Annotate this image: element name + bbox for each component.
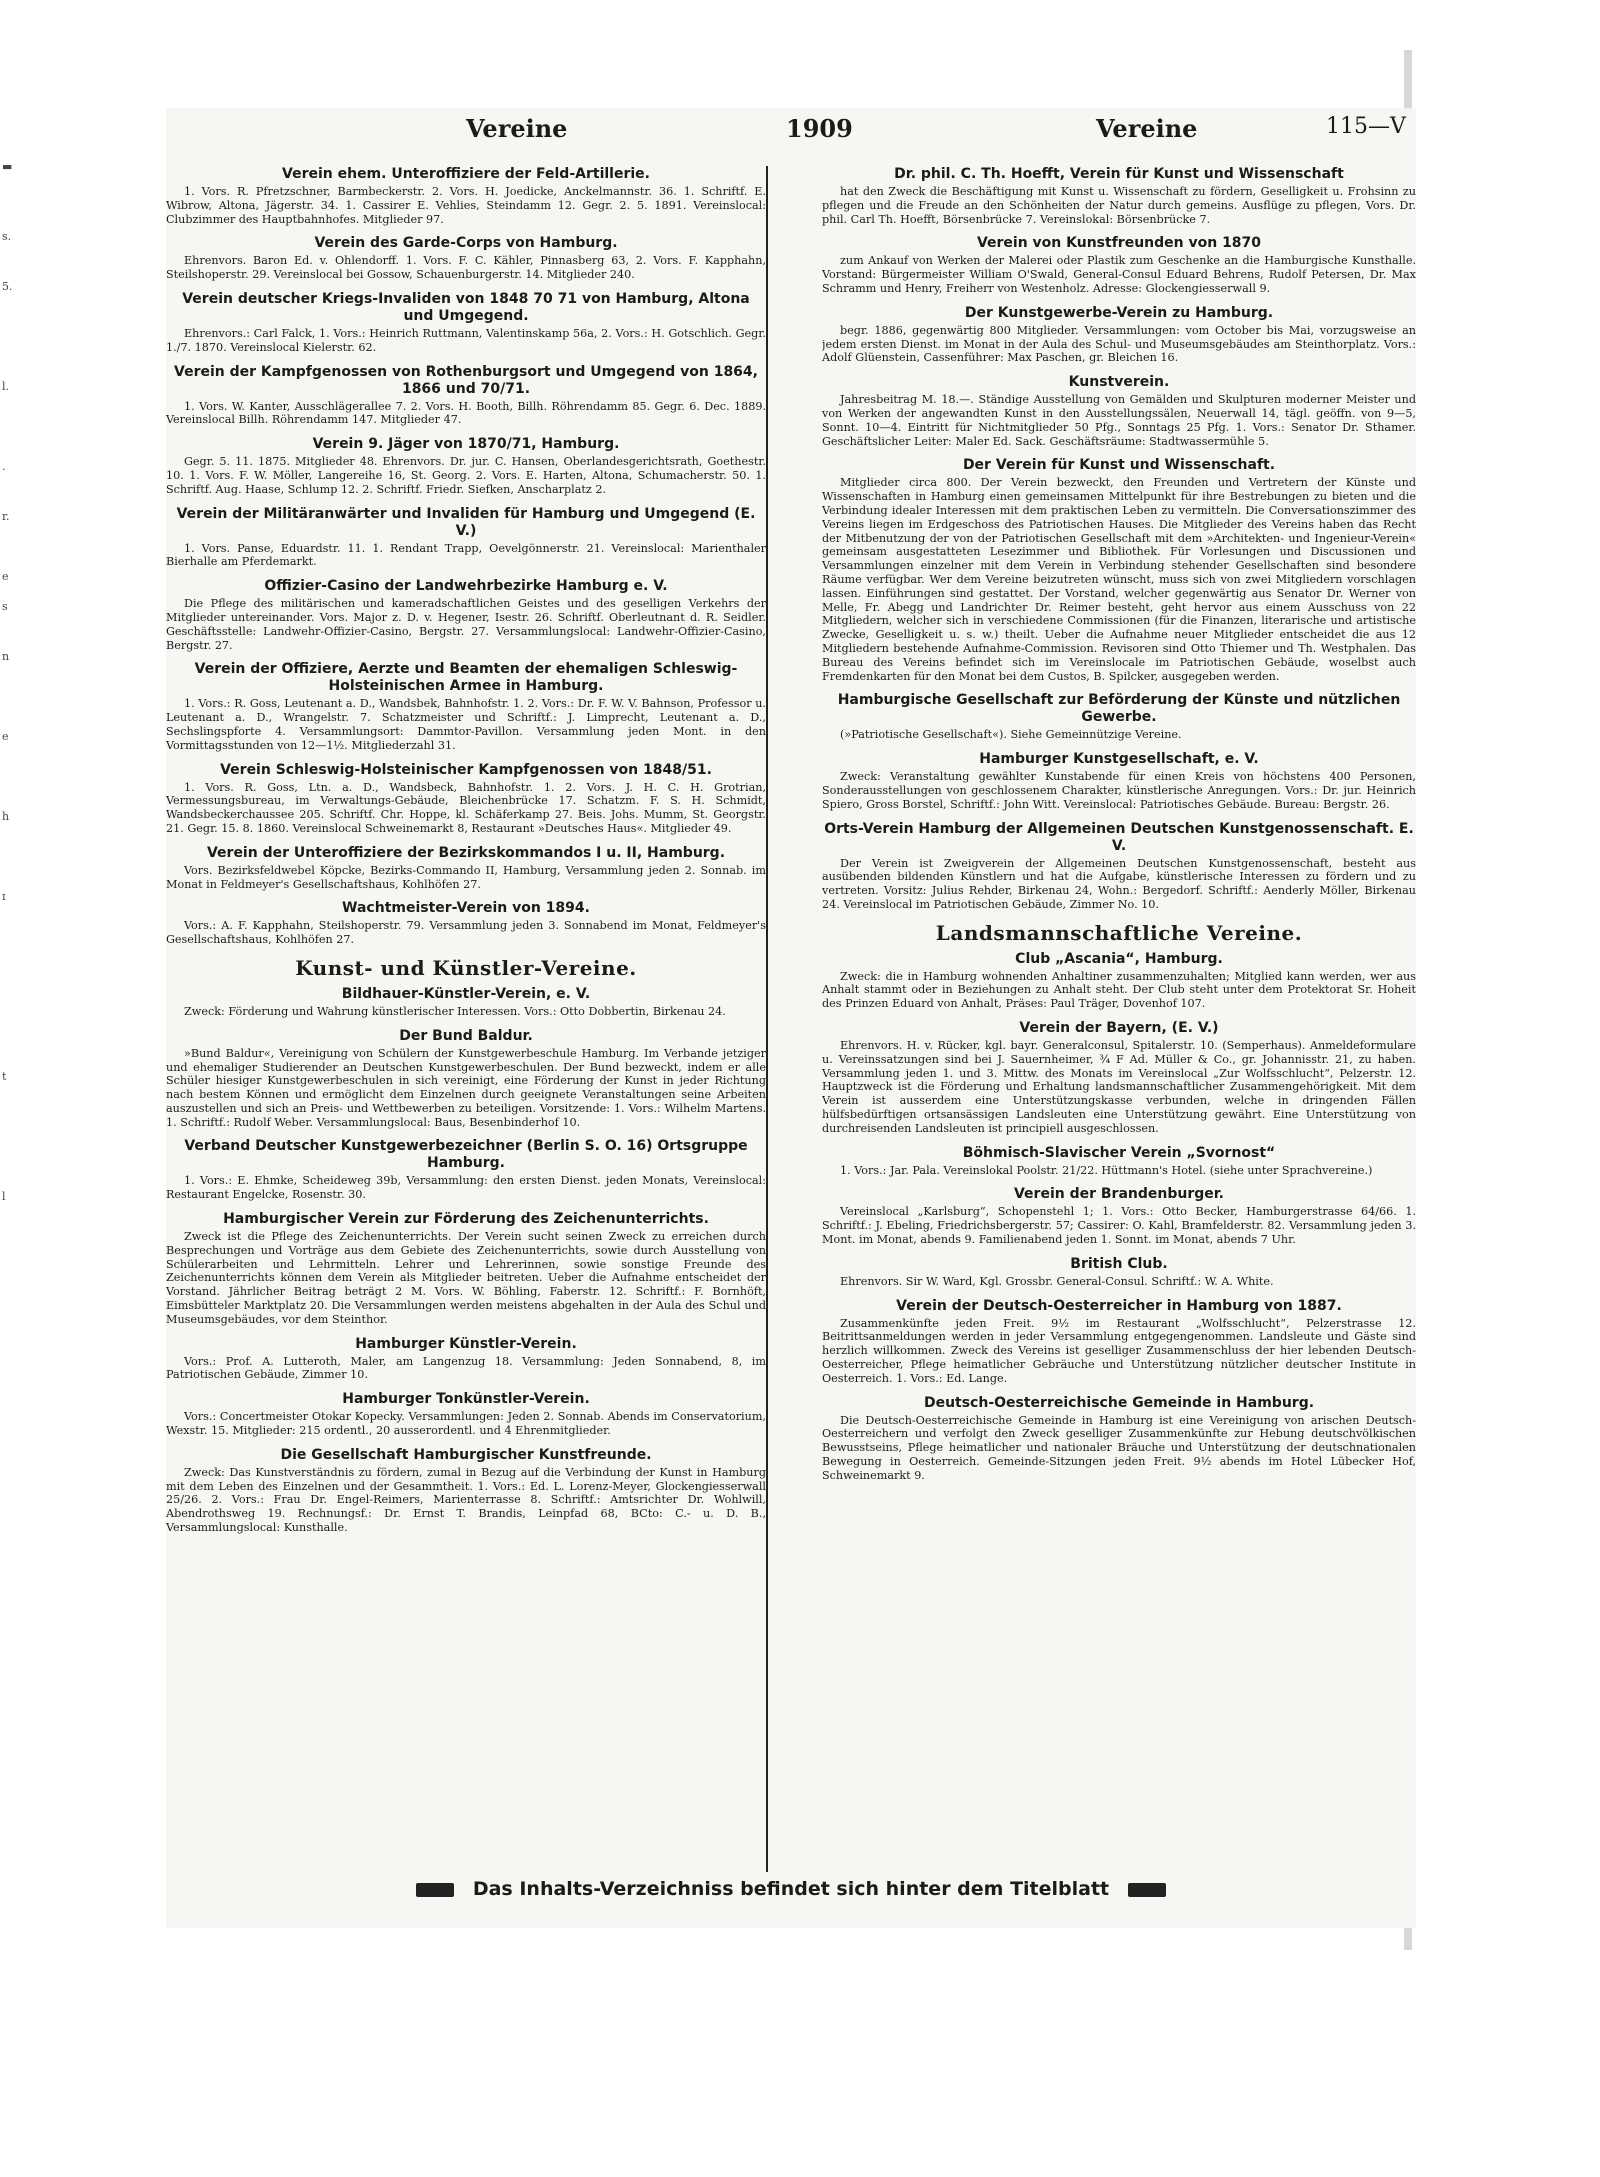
entry-title: Verband Deutscher Kunstgewerbezeichner (Berlin S. O. 16) Ortsgruppe Hamburg.: [184, 1138, 748, 1172]
entry-title: Dr. phil. C. Th. Hoefft, Verein für Kunst und Wissenschaft: [894, 166, 1344, 182]
entry-body: Vereinslocal „Karlsburg“, Schopenstehl 1; 1. Vors.: Otto Becker, Hamburgerstrasse 64/66. 1. Schriftf.: J. Ebeling, Friedrichsbergerstr. 57; Cassirer: O. Kahl, Bramfelderstr. 82. Versammlung jeden 3. Mont. im Monat, abends 9. Familienabend jeden 1. Sonnt. im Monat, abends 7 Uhr.: [822, 1205, 1416, 1247]
entry-title: Der Verein für Kunst und Wissenschaft.: [962, 457, 1276, 474]
entry: [166, 1138, 766, 1202]
entry: [822, 1020, 1416, 1136]
entry-body: Zweck: Veranstaltung gewählter Kunstabende für einen Kreis von höchstens 400 Personen, Sonderausstellungen von geschlossenem Charakter, künstlerische Anregungen. Vors.: Dr. jur. Heinrich Spiero, Gross Borstel, Schriftf.: John Witt. Vereinslocal: Patriotisches Gebäude. Bureau: Bergstr. 26.: [822, 770, 1416, 811]
entry-title: Verein der Bayern, (E. V.): [1019, 1020, 1219, 1037]
entry: [822, 1145, 1416, 1178]
entry-title: Verein der Militäranwärter und Invaliden für Hamburg und Umgegend (E. V.): [176, 505, 756, 539]
footer-notice: [166, 1878, 1416, 1900]
entry-title: Hamburgische Gesellschaft zur Beförderung der Künste und nützlichen Gewerbe.: [837, 692, 1401, 726]
entry-title: Verein der Offiziere, Aerzte und Beamten der ehemaligen Schleswig-Holsteinischen Armee in Hamburg.: [194, 661, 738, 695]
entry-body: 1. Vors. R. Goss, Ltn. a. D., Wandsbeck, Bahnhofstr. 1. 2. Vors. J. H. C. H. Grotrian, Vermessungsbureau, im Verwaltungs-Gebäude, Bleichenbrücke 17. Schatzm. F. S. H. Schmidt, Wandsbeckerchaussee 205. Schriftf. Chr. Hoppe, kl. Schäferkamp 27. Beis. Johs. Mumm, St. Georgstr. 21. Gegr. 15. 8. 1860. Vereinslocal Schweinemarkt 8, Restaurant »Deutsches Haus«. Mitglieder 49.: [166, 780, 766, 835]
entry-body: Gegr. 5. 11. 1875. Mitglieder 48. Ehrenvors. Dr. jur. C. Hansen, Oberlandesgerichtsrath, Goethestr. 10. 1. Vors. F. W. Möller, Langereihe 16, St. Georg. 2. Vors. E. Harten, Altona, Schumacherstr. 50. 1. Schriftf. Aug. Haase, Schlump 12. 2. Schriftf. Friedr. Siefken, Anscharplatz 2.: [166, 455, 766, 496]
entry-body: hat den Zweck die Beschäftigung mit Kunst u. Wissenschaft zu fördern, Geselligkeit u. Frohsinn zu pflegen und die Freude an den Schönheiten der Natur durch gemeins. Ausflüge zu pflegen, Vors. Dr. phil. Carl Th. Hoefft, Börsenbrücke 7. Vereinslokal: Börsenbrücke 7.: [822, 185, 1416, 226]
entry-body: Zweck: Das Kunstverständnis zu fördern, zumal in Bezug auf die Verbindung der Kunst in Hamburg mit dem Leben des Einzelnen und der Gesammtheit. 1. Vors.: Ed. L. Lorenz-Meyer, Glockengiesserwall 25/26. 2. Vors.: Frau Dr. Engel-Reimers, Marienterrasse 8. Schriftf.: Amtsrichter Dr. Wohlwill, Abendrothsweg 19. Rechnungsf.: Dr. Ernst T. Brandis, Leinpfad 68, BCto: C.- u. D. B., Versammlungslocal: Kunsthalle.: [166, 1465, 766, 1535]
entry-body: zum Ankauf von Werken der Malerei oder Plastik zum Geschenke an die Hamburgische Kunsthalle. Vorstand: Bürgermeister William O'Swald, General-Consul Eduard Behrens, Rudolf Petersen, Dr. Max Schramm und Henry, Freiherr von Westenholz. Adresse: Glockengiesserwall 9.: [822, 254, 1416, 295]
entry: [166, 578, 766, 652]
entry-body: Die Pflege des militärischen und kameradschaftlichen Geistes und des geselligen Verkehrs der Mitglieder untereinander. Vors. Major z. D. v. Hegener, Isestr. 26. Schriftf. Oberleutnant d. R. Seidler. Geschäftsstelle: Landwehr-Offizier-Casino, Bergstr. 27. Versammlungslocal: Landwehr-Offizier-Casino, Bergstr. 27.: [166, 597, 766, 652]
entry: [822, 1395, 1416, 1483]
entry: [822, 751, 1416, 811]
entry: [822, 235, 1416, 295]
section-heading: Kunst- und Künstler-Vereine.: [295, 955, 637, 980]
entry-title: Orts-Verein Hamburg der Allgemeinen Deutschen Kunstgenossenschaft. E. V.: [824, 820, 1414, 854]
entry-title: Hamburger Tonkünstler-Verein.: [342, 1391, 590, 1408]
entry-title: Verein Schleswig-Holsteinischer Kampfgenossen von 1848/51.: [220, 761, 712, 778]
entry: [166, 1336, 766, 1383]
entry: [822, 692, 1416, 742]
entry-title: Der Bund Baldur.: [399, 1027, 533, 1044]
entry-body: 1. Vors. Panse, Eduardstr. 11. 1. Rendant Trapp, Oevelgönnerstr. 21. Vereinslocal: Marienthaler Bierhalle am Pferdemarkt.: [166, 541, 766, 569]
entry-title: Hamburger Kunstgesellschaft, e. V.: [979, 751, 1259, 768]
entry-body: Vors.: Concertmeister Otokar Kopecky. Versammlungen: Jeden 2. Sonnab. Abends im Conservatorium, Wexstr. 15. Mitglieder: 215 ordentl., 20 ausserordentl. und 4 Ehrenmitglieder.: [166, 1410, 766, 1438]
entry-body: 1. Vors.: Jar. Pala. Vereinslokal Poolstr. 21/22. Hüttmann's Hotel. (siehe unter Sprachvereine.): [840, 1163, 1373, 1177]
header-left-title: Vereine: [466, 114, 568, 143]
entry: [822, 951, 1416, 1011]
right-column: [822, 166, 1416, 1872]
header-year: 1909: [786, 114, 853, 143]
footer-text: Das Inhalts-Verzeichniss befindet sich hinter dem Titelblatt: [472, 1878, 1110, 1900]
entry: [166, 1391, 766, 1438]
entry: [822, 305, 1416, 365]
entry: [166, 291, 766, 355]
entry: [166, 436, 766, 496]
section-heading: Landsmannschaftliche Vereine.: [935, 920, 1303, 945]
entry-body: Vors. Bezirksfeldwebel Köpcke, Bezirks-Commando II, Hamburg, Versammlung jeden 2. Sonnab. im Monat in Feldmeyer's Gesellschaftshaus, Kohlhöfen 27.: [166, 863, 766, 891]
entry-body: Vors.: Prof. A. Lutteroth, Maler, am Langenzug 18. Versammlung: Jeden Sonnabend, 8, im Patriotischen Gebäude, Zimmer 10.: [166, 1354, 766, 1382]
entry: [166, 1211, 766, 1327]
entry-title: Offizier-Casino der Landwehrbezirke Hamburg e. V.: [264, 578, 668, 595]
entry-title: Wachtmeister-Verein von 1894.: [342, 900, 590, 917]
entry-title: Verein der Unteroffiziere der Bezirkskommandos I u. II, Hamburg.: [206, 844, 726, 861]
entry-title: Verein 9. Jäger von 1870/71, Hamburg.: [312, 436, 620, 453]
page-header: [166, 108, 1416, 160]
entry: [166, 661, 766, 752]
entry: [166, 506, 766, 570]
entry-body: Die Deutsch-Oesterreichische Gemeinde in Hamburg ist eine Vereinigung von arischen Deutsch-Oesterreichern und verfolgt den Zweck geselliger Zusammenkünfte zur Hebung deutschvölkischen Bewusstseins, Pflege heimatlicher und nationaler Bräuche und Unterstützung der deutschnationalen Bewegung in Oesterreich. Gemeinde-Sitzungen jeden Freit. 9½ abends im Hotel Lübecker Hof, Schweinemarkt 9.: [822, 1413, 1416, 1482]
entry-body: »Bund Baldur«, Vereinigung von Schülern der Kunstgewerbeschule Hamburg. Im Verbande jetziger und ehemaliger Studierender an Deutschen Kunstgewerbeschulen. Der Bund bezweckt, indem er alle Schüler hiesiger Kunstgewerbeschulen in sich vereinigt, eine Förderung der Kunst in jeder Richtung nach bestem Können und ermöglicht dem Einzelnen durch geeignete Veranstaltungen seine Arbeiten auszustellen und sich an Preis- und Wettbewerben zu beteiligen. Vorsitzende: 1. Vors.: Wilhelm Martens. 1. Schriftf.: Rudolf Weber. Versammlungslocal: Baus, Besenbinderhof 10.: [166, 1046, 766, 1129]
entry-body: 1. Vors. R. Pfretzschner, Barmbeckerstr. 2. Vors. H. Joedicke, Anckelmannstr. 36. 1. Schriftf. E. Wibrow, Altona, Jägerstr. 34. 1. Cassirer E. Vehlies, Steindamm 12. Gegr. 2. 5. 1891. Vereinslocal: Clubzimmer des Hauptbahnhofes. Mitglieder 97.: [166, 185, 766, 226]
entry-body: Der Verein ist Zweigverein der Allgemeinen Deutschen Kunstgenossenschaft, besteht aus ausübenden bildenden Künstlern und hat die Aufgabe, künstlerische Interessen zu fördern und zu vertreten. Vorsitz: Julius Rehder, Birkenau 24, Wohn.: Bergedorf. Schriftf.: Aenderly Möller, Birkenau 24. Vereinslocal im Patriotischen Gebäude, Zimmer No. 10.: [822, 856, 1416, 911]
entry-title: Verein der Deutsch-Oesterreicher in Hamburg von 1887.: [896, 1297, 1342, 1314]
entry: [166, 762, 766, 836]
pointing-hand-icon: [416, 1883, 454, 1897]
entry-title: British Club.: [1070, 1255, 1168, 1272]
entry-title: Verein der Kampfgenossen von Rothenburgsort und Umgegend von 1864, 1866 und 70/71.: [174, 363, 758, 397]
left-column: [166, 166, 768, 1872]
entry-body: begr. 1886, gegenwärtig 800 Mitglieder. Versammlungen: vom October bis Mai, vorzugsweise an jedem ersten Dienst. im Monat in der Aula des Schul- und Museumsgebäudes am Steinthorplatz. Vors.: Adolf Glüenstein, Cassenführer: Max Paschen, gr. Bleichen 16.: [822, 323, 1416, 365]
entry: [166, 166, 766, 226]
scanned-page: [166, 108, 1416, 1928]
entry-body: Zweck: die in Hamburg wohnenden Anhaltiner zusammenzuhalten; Mitglied kann werden, wer aus Anhalt stammt oder in Beziehungen zu Anhalt steht. Der Club steht unter dem Protektorat Sr. Hoheit des Prinzen Eduard von Anhalt, Präses: Paul Träger, Dovenhof 107.: [822, 969, 1416, 1011]
entry: [822, 821, 1416, 912]
entry-title: Hamburgischer Verein zur Förderung des Zeichenunterrichts.: [223, 1211, 709, 1228]
entry: [822, 374, 1416, 448]
entry-title: Die Gesellschaft Hamburgischer Kunstfreunde.: [280, 1446, 652, 1463]
header-right-title: Vereine: [1096, 114, 1198, 143]
entry-title: Verein ehem. Unteroffiziere der Feld-Artillerie.: [282, 166, 650, 182]
entry-title: Deutsch-Oesterreichische Gemeinde in Hamburg.: [923, 1394, 1315, 1411]
entry-title: Verein deutscher Kriegs-Invaliden von 1848 70 71 von Hamburg, Altona und Umgegend.: [182, 290, 750, 324]
entry-body: Ehrenvors. H. v. Rücker, kgl. bayr. Generalconsul, Spitalerstr. 10. (Semperhaus). Anmeldeformulare u. Vereinssatzungen sind bei J. Sauernheimer, ¾ F Ad. Müller & Co., gr. Johannisstr. 21, zu haben. Versammlung jeden 1. und 3. Mittw. des Monats im Vereinslocal „Zur Wolfsschlucht“, Pelzerstr. 12. Hauptzweck ist die Förderung und Erhaltung landsmannschaftlicher Zusammengehörigkeit. Mit dem Verein ist ausserdem eine Unterstützungskasse verbunden, welche in dringenden Fällen hülfsbedürftigen ortsansässigen Landsleuten eine Unterstützung gewährt. Eine Unterstützung von durchreisenden Landsleuten ist principiell ausgeschlossen.: [822, 1039, 1416, 1135]
entry: [166, 235, 766, 282]
entry-title: Kunstverein.: [1068, 374, 1170, 391]
entry-title: Verein des Garde-Corps von Hamburg.: [314, 235, 618, 252]
entry-body: Ehrenvors. Sir W. Ward, Kgl. Grossbr. General-Consul. Schriftf.: W. A. White.: [840, 1274, 1274, 1288]
entry-title: Verein von Kunstfreunden von 1870: [976, 235, 1262, 252]
entry-title: Club „Ascania“, Hamburg.: [1015, 950, 1223, 967]
entry: [166, 845, 766, 892]
entry: [822, 1298, 1416, 1386]
entry-body: Zusammenkünfte jeden Freit. 9½ im Restaurant „Wolfsschlucht“, Pelzerstrasse 12. Beitrittsanmeldungen werden in jeder Versammlung entgegengenommen. Landsleute und Gäste sind herzlich willkommen. Zweck des Vereins ist geselliger Zusammenschluss der hier lebenden Deutsch-Oesterreicher, Pflege heimatlicher Gebräuche und Unterstützung nützlicher deutscher Institute in Oesterreich. 1. Vors.: Ed. Lange.: [822, 1316, 1416, 1385]
entry: [166, 986, 766, 1019]
entry-title: Bildhauer-Künstler-Verein, e. V.: [341, 985, 591, 1002]
entry-body: Ehrenvors. Baron Ed. v. Ohlendorff. 1. Vors. F. C. Kähler, Pinnasberg 63, 2. Vors. F. Kapphahn, Steilshoperstr. 29. Vereinslocal bei Gossow, Schauenburgerstr. 14. Mitglieder 240.: [166, 254, 766, 282]
entry-body: Mitglieder circa 800. Der Verein bezweckt, den Freunden und Vertretern der Künste und Wissenschaften in Hamburg einen gemeinsamen Mittelpunkt für ihre Bestrebungen zu bieten und die Verbindung idealer Interessen mit dem praktischen Leben zu vermitteln. Die Conversationszimmer des Vereins liegen im Erdgeschoss des Patriotischen Hauses. Die Mitglieder des Vereins haben das Recht der Mitbenutzung der von der Patriotischen Gesellschaft mit dem »Architekten- und Ingenieur-Verein« gemeinsam ausgestatteten Lesezimmer und Bibliothek. Für Vorlesungen und Discussionen und Versammlungen einzelner mit dem Verein in Verbindung stehender Gesellschaften sind besondere Räume verfügbar. Wer dem Vereine beizutreten wünscht, muss sich von zwei Mitgliedern vorschlagen lassen. Einführungen sind gestattet. Der Vorstand, welcher gegenwärtig aus Senator Dr. Werner von Melle, Fr. Abegg und Landrichter Dr. Reimer besteht, geht hervor aus einem Ausschuss von 22 Mitgliedern, welcher sich in verschiedene Commissionen (für die Finanzen, literarische und artistische Zwecke, Geselligkeit u. s. w.) theilt. Ueber die Aufnahme neuer Mitglieder entscheidet die aus 12 Mitgliedern bestehende Aufnahme-Commission. Revisoren sind Otto Thiemer und Th. Westphalen. Das Bureau des Vereins befindet sich im Vereinslocale im Patriotischen Gebäude, woselbst auch Fremdenkarten für den Monat bei dem Custos, B. Spilcker, ausgegeben werden.: [822, 476, 1416, 683]
entry-title: Böhmisch-Slavischer Verein „Svornost“: [962, 1144, 1276, 1161]
entry-body: Zweck: Förderung und Wahrung künstlerischer Interessen. Vors.: Otto Dobbertin, Birkenau 24.: [184, 1004, 726, 1018]
entry: [822, 1256, 1416, 1289]
entry: [166, 900, 766, 947]
entry-body: Ehrenvors.: Carl Falck, 1. Vors.: Heinrich Ruttmann, Valentinskamp 56a, 2. Vors.: H. Gotschlich. Gegr. 1./7. 1870. Vereinslocal Kielerstr. 62.: [166, 326, 766, 354]
entry-title: Verein der Brandenburger.: [1013, 1186, 1224, 1203]
entry-body: Jahresbeitrag M. 18.—. Ständige Ausstellung von Gemälden und Skulpturen moderner Meister und von Werken der angewandten Kunst in den Ausstellungssälen, Neuerwall 14, tägl. geöffn. von 9—5, Sonnt. 10—4. Eintritt für Nichtmitglieder 50 Pfg., Sonntags 25 Pfg. 1. Vors.: Senator Dr. Sthamer. Geschäftslicher Leiter: Maler Ed. Sack. Geschäftsräume: Stadtwassermühle 5.: [822, 393, 1416, 448]
entry-title: Hamburger Künstler-Verein.: [355, 1335, 577, 1352]
left-margin-marks: ▬ s. 5. l. . r. e s n e h ɪ t l: [2, 160, 13, 1203]
entry-body: Zweck ist die Pflege des Zeichenunterrichts. Der Verein sucht seinen Zweck zu erreichen durch Besprechungen und Vorträge aus dem Gebiete des Zeichenunterrichts, sowie durch Ausstellung von Schülerarbeiten und Lehrmitteln. Lehrer und Lehrerinnen, sowie sonstige Freunde des Zeichenunterrichts können dem Verein als Mitglieder beitreten. Ueber die Aufnahme entscheidet der Vorstand. Jährlicher Beitrag beträgt 2 M. Vors. W. Böhling, Faberstr. 12. Schriftf.: F. Bornhöft, Eimsbütteler Marktplatz 20. Die Versammlungen werden meistens abgehalten in der Aula des Schul und Museumsgebäudes, vor dem Steinthor.: [166, 1230, 766, 1326]
entry: [166, 1447, 766, 1535]
entry-body: 1. Vors. W. Kanter, Ausschlägerallee 7. 2. Vors. H. Booth, Billh. Röhrendamm 85. Gegr. 6. Dec. 1889. Vereinslocal Billh. Röhrendamm 147. Mitglieder 47.: [166, 399, 766, 427]
entry-body: Vors.: A. F. Kapphahn, Steilshoperstr. 79. Versammlung jeden 3. Sonnabend im Monat, Feldmeyer's Gesellschaftshaus, Kohlhöfen 27.: [166, 919, 766, 947]
entry: [166, 1028, 766, 1130]
entry-body: 1. Vors.: R. Goss, Leutenant a. D., Wandsbek, Bahnhofstr. 1. 2. Vors.: Dr. F. W. V. Bahnson, Professor u. Leutenant a. D., Wrangelstr. 7. Schatzmeister und Schriftf.: J. Limprecht, Leutenant a. D., Sechslingspforte 4. Versammlungsort: Dammtor-Pavillon. Versammlung jeden Mont. in den Vormittagsstunden von 12—1½. Mitgliederzahl 31.: [166, 697, 766, 752]
entry-body: 1. Vors.: E. Ehmke, Scheideweg 39b, Versammlung: den ersten Dienst. jeden Monats, Vereinslocal: Restaurant Engelcke, Rosenstr. 30.: [166, 1174, 766, 1202]
entry-body: (»Patriotische Gesellschaft«). Siehe Gemeinnützige Vereine.: [840, 728, 1182, 742]
entry-title: Der Kunstgewerbe-Verein zu Hamburg.: [964, 304, 1274, 321]
page-number: 115—V: [1326, 114, 1406, 139]
pointing-hand-icon: [1128, 1883, 1166, 1897]
entry: [822, 457, 1416, 683]
entry: [822, 1186, 1416, 1246]
entry: [822, 166, 1416, 226]
entry: [166, 364, 766, 428]
